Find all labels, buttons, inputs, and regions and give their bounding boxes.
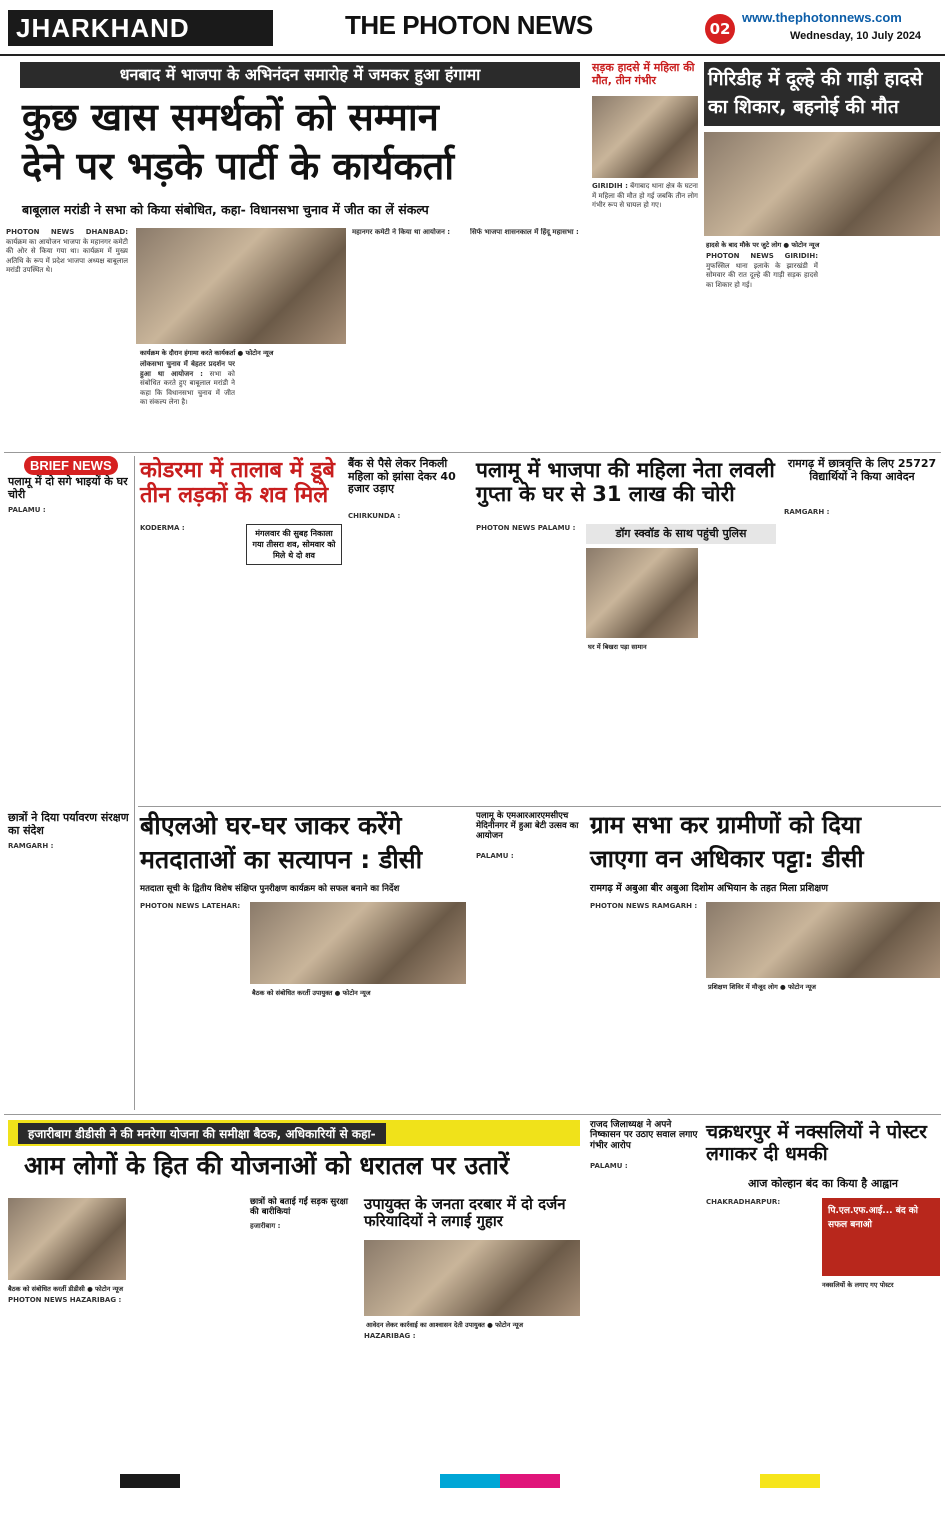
- palamu-theft-body-col2: [586, 654, 698, 800]
- brief-dateline-2: RAMGARH :: [8, 842, 54, 850]
- hazaribagh-side-headline: छात्रों को बताई गईं सड़क सुरक्षा की बारीकियां: [250, 1197, 348, 1217]
- chakradharpur-deck: आज कोल्हान बंद का किया है आह्वान: [747, 1177, 899, 1190]
- chakradharpur-dateline: CHAKRADHARPUR:: [706, 1198, 781, 1206]
- gram-sabha-headline-2: जाएगा वन अधिकार पट्टा: डीसी: [590, 845, 864, 873]
- rule-1: [4, 452, 941, 453]
- hazaribagh-side-dateline: हजारीबाग :: [250, 1222, 281, 1230]
- rule-brief: [134, 456, 135, 1110]
- blo-body-col3: [360, 1000, 466, 1108]
- blo-dateline: PHOTON NEWS LATEHAR:: [140, 902, 241, 910]
- giridih-dateline: PHOTON NEWS GIRIDIH:: [706, 252, 818, 260]
- chakradharpur-body: [706, 1198, 816, 1464]
- rajd-dateline: PALAMU :: [590, 1162, 628, 1170]
- blo-photo-caption: बैठक को संबोधित करतीं उपायुक्त ● फोटोन न्यूज: [252, 989, 371, 997]
- hazaribagh-strip: हजारीबाग डीडीसी ने की मनरेगा योजना की समीक्षा बैठक, अधिकारियों से कहा-: [18, 1123, 386, 1144]
- ramgarh-scholar-dateline: RAMGARH :: [784, 508, 830, 516]
- janata-darbar-headline: उपायुक्त के जनता दरबार में दो दर्जन फरियादियों ने लगाई गुहार: [364, 1195, 566, 1231]
- chakradharpur-body-col2: [822, 1292, 940, 1464]
- koderma-dateline: KODERMA :: [140, 524, 185, 532]
- blo-headline-1: बीएलओ घर-घर जाकर करेंगे: [140, 811, 402, 840]
- registration-cyan: [440, 1474, 500, 1488]
- blo-body: [140, 902, 244, 1108]
- side-top-photo: [592, 96, 698, 178]
- ramgarh-scholar-body: [784, 508, 940, 800]
- lead-body-1: कार्यक्रम का आयोजन भाजपा के महानगर कमेटी की ओर से किया गया था। कार्यक्रम में मुख्य अतिथि के रूप में प्रदेश भाजपा अध्यक्ष बाबूलाल मरांडी उपस्थित थे।: [6, 237, 128, 275]
- palamu-theft-photo-caption: घर में बिखरा पड़ा सामान: [588, 643, 647, 651]
- masthead: [0, 0, 945, 56]
- gram-sabha-deck: रामगढ़ में अबुआ बीर अबुआ दिशोम अभियान के तहत मिला प्रशिक्षण: [590, 883, 828, 894]
- site-link[interactable]: www.thephotonnews.com: [742, 10, 902, 25]
- gram-sabha-body-col3: [706, 994, 816, 1108]
- lead-dateline: PHOTON NEWS DHANBAD:: [6, 228, 128, 236]
- issue-date: Wednesday, 10 July 2024: [790, 30, 922, 42]
- chirkunda-headline: बैंक से पैसे लेकर निकली महिला को झांसा देकर 40 हजार उड़ाए: [348, 457, 456, 496]
- lead-photo-caption: कार्यक्रम के दौरान हंगामा करते कार्यकर्ता ● फोटोन न्यूज: [140, 349, 274, 357]
- lead-photo: [136, 228, 346, 344]
- hazaribagh-body-col2: [134, 1296, 244, 1464]
- janata-darbar-body-col2: [474, 1332, 580, 1464]
- lead-sub1: लोकसभा चुनाव में बेहतर प्रदर्शन पर हुआ था आयोजन :: [140, 360, 235, 378]
- koderma-sidebar: मंगलवार की सुबह निकाला गया तीसरा शव, सोमवार को मिले थे दो शव: [246, 524, 342, 565]
- gram-sabha-body: [590, 902, 700, 980]
- giridih-body-col2: [826, 252, 938, 448]
- lead-sub3: सिर्फ भाजपा शासनकाल में हिंदू महासभा :: [470, 228, 579, 236]
- hazaribagh-headline: आम लोगों के हित की योजनाओं को धरातल पर उतारें: [24, 1151, 510, 1180]
- lead-kicker: धनबाद में भाजपा के अभिनंदन समारोह में जमकर हुआ हंगामा: [20, 62, 580, 88]
- gram-sabha-photo-caption: प्रशिक्षण शिविर में मौजूद लोग ● फोटोन न्यूज: [708, 983, 816, 991]
- hazaribagh-body: [8, 1296, 126, 1464]
- giridih-body: [706, 252, 818, 448]
- chakradharpur-headline: चक्रधरपुर में नक्सलियों ने पोस्टर लगाकर दी धमकी: [706, 1121, 927, 1165]
- brief-body-1: [8, 506, 130, 806]
- lead-body-col4: [352, 228, 464, 448]
- side-top-headline: सड़क हादसे में महिला की मौत, तीन गंभीर: [592, 61, 695, 87]
- gram-sabha-photo: [706, 902, 940, 978]
- hazaribagh-side-body: [250, 1222, 354, 1464]
- brief-news-tag: BRIEF NEWS: [24, 456, 118, 475]
- lead-body-col3: [250, 360, 342, 448]
- gram-sabha-headline-1: ग्राम सभा कर ग्रामीणों को दिया: [590, 811, 862, 839]
- lead-headline-2: देने पर भड़के पार्टी के कार्यकर्ता: [22, 144, 455, 188]
- blo-headline-2: मतदाताओं का सत्यापन : डीसी: [140, 845, 423, 874]
- rule-2: [138, 806, 941, 807]
- giridih-headline: गिरिडीह में दूल्हे की गाड़ी हादसे का शिकार, बहनोई की मौत: [704, 62, 940, 126]
- koderma-body: [140, 524, 240, 800]
- naxal-poster-text: पि.एल.एफ.आई... बंद को सफल बनाओ: [828, 1206, 918, 1230]
- giridih-body-text: मुफस्सिल थाना इलाके के झारखंडी में सोमवार की रात दूल्हे की गाड़ी सड़क हादसे का शिकार हो गई।: [706, 261, 818, 289]
- janata-darbar-photo-caption: आवेदन लेकर कार्रवाई का आश्वासन देती उपायुक्त ● फोटोन न्यूज: [366, 1321, 524, 1329]
- naxal-poster-photo: [822, 1198, 940, 1276]
- gram-sabha-dateline: PHOTON NEWS RAMGARH :: [590, 902, 698, 910]
- koderma-headline: कोडरमा में तालाब में डूबे तीन लड़कों के शव मिले: [140, 458, 335, 509]
- brief-headline-2: छात्रों ने दिया पर्यावरण संरक्षण का संदेश: [8, 811, 129, 837]
- lead-body-col1: [6, 228, 128, 448]
- paper-name: THE PHOTON NEWS: [345, 10, 593, 40]
- ramgarh-scholar-headline: रामगढ़ में छात्रवृत्ति के लिए 25727 विद्यार्थियों ने किया आवेदन: [787, 457, 937, 483]
- koderma-body-col2: [246, 572, 342, 800]
- janata-darbar-body: [364, 1332, 468, 1464]
- palamu-theft-body-col3: [702, 548, 778, 800]
- side-top-dateline: GIRIDIH :: [592, 182, 628, 190]
- palamu-mela-dateline: PALAMU :: [476, 852, 514, 860]
- rule-3: [4, 1114, 941, 1115]
- palamu-theft-body: [476, 524, 580, 800]
- lead-body-col5: [470, 228, 582, 448]
- brief-body-2: [8, 842, 130, 1110]
- brief-headline-1: पलामू में दो सगे भाइयों के घर चोरी: [8, 475, 128, 501]
- lead-body-col2: [140, 360, 235, 448]
- palamu-theft-headline: पलामू में भाजपा की महिला नेता लवली गुप्ता के घर से 31 लाख की चोरी: [476, 458, 775, 507]
- hazaribagh-dateline: PHOTON NEWS HAZARIBAG :: [8, 1296, 122, 1304]
- palamu-theft-sub-bar: डॉग स्क्वॉड के साथ पहुंची पुलिस: [586, 524, 776, 544]
- giridih-photo: [704, 132, 940, 236]
- page-number: 02: [705, 14, 735, 44]
- giridih-photo-caption: हादसे के बाद मौके पर जुटे लोग ● फोटोन न्यूज: [706, 241, 820, 249]
- side-top-body: [592, 182, 698, 448]
- lead-sub2: महानगर कमेटी ने किया था आयोजन :: [352, 228, 451, 236]
- hazaribagh-photo-caption: बैठक को संबोधित करतीं डीडीसी ● फोटोन न्यूज: [8, 1285, 124, 1293]
- hazaribagh-strip-bg: [8, 1120, 580, 1146]
- section-label: JHARKHAND: [8, 10, 273, 46]
- registration-magenta: [500, 1474, 560, 1488]
- lead-headline-1: कुछ खास समर्थकों को सम्मान: [22, 95, 439, 139]
- chirkunda-dateline: CHIRKUNDA :: [348, 512, 401, 520]
- palamu-theft-photo: [586, 548, 698, 638]
- palamu-mela-body: [476, 852, 580, 1108]
- chakradharpur-photo-caption: नक्सलियों के लगाए गए पोस्टर: [822, 1281, 894, 1289]
- janata-darbar-dateline: HAZARIBAG :: [364, 1332, 416, 1340]
- chirkunda-body: [348, 512, 466, 800]
- janata-darbar-photo: [364, 1240, 580, 1316]
- lead-body-2: सभा को संबोधित करते हुए बाबूलाल मरांडी ने कहा कि विधानसभा चुनाव में जीत का संकल्प लेना है।: [140, 369, 235, 407]
- gram-sabha-body-col4: [824, 994, 940, 1108]
- rajd-headline: राजद जिलाध्यक्ष ने अपने निष्कासन पर उठाए सवाल लगाए गंभीर आरोप: [590, 1120, 698, 1151]
- palamu-theft-dateline: PHOTON NEWS PALAMU :: [476, 524, 576, 532]
- gram-sabha-body-col2: [590, 994, 700, 1108]
- hazaribagh-photo: [8, 1198, 126, 1280]
- blo-photo: [250, 902, 466, 984]
- lead-deck: बाबूलाल मरांडी ने सभा को किया संबोधित, कहा- विधानसभा चुनाव में जीत का लें संकल्प: [22, 202, 429, 217]
- blo-body-col2: [250, 1000, 354, 1108]
- side-top-body-text: बेंगाबाद थाना क्षेत्र के घटना में महिला की मौत हो गई जबकि तीन लोग गंभीर रूप से घायल हो गए।: [592, 182, 698, 210]
- brief-dateline-1: PALAMU :: [8, 506, 46, 514]
- palamu-mela-headline: पलामू के एमआरआरएमसीएच मेदिनीनगर में हुआ बेटी उत्सव का आयोजन: [476, 811, 579, 841]
- rajd-body: [590, 1162, 700, 1464]
- blo-deck: मतदाता सूची के द्वितीय विशेष संक्षिप्त पुनरीक्षण कार्यक्रम को सफल बनाने का निर्देश: [140, 884, 400, 894]
- registration-yellow: [760, 1474, 820, 1488]
- registration-black: [120, 1474, 180, 1488]
